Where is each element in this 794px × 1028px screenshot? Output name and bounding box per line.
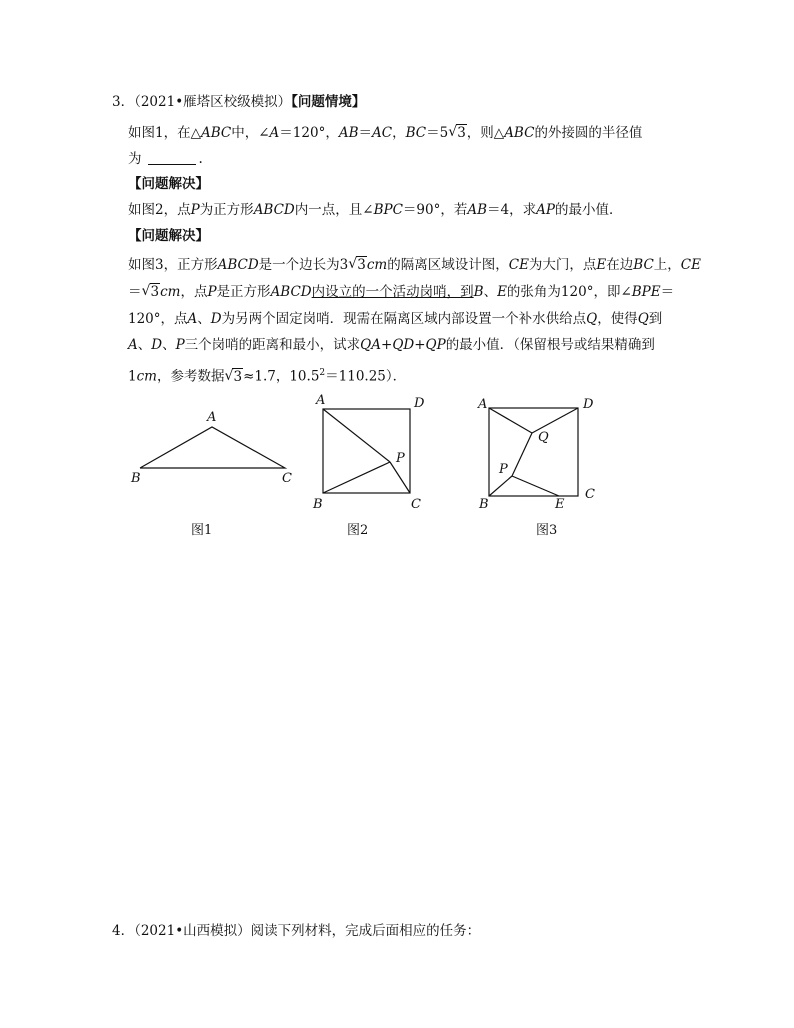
fig3-label-e: E xyxy=(555,497,565,512)
question-number: 3． xyxy=(112,94,135,110)
figure-3 xyxy=(489,408,578,496)
section-tag-2: 【问题解决】 xyxy=(128,176,209,192)
fig3-label-p: P xyxy=(499,462,508,477)
sqrt-symbol: √ 3 xyxy=(142,282,161,302)
fig2-label-c: C xyxy=(411,497,421,512)
segment-pc xyxy=(390,462,410,493)
fig3-label-q: Q xyxy=(538,430,549,445)
triangle-abc xyxy=(140,427,285,468)
paragraph-line-2: 为 . xyxy=(128,151,203,167)
segment-bp xyxy=(323,462,390,493)
fig2-caption: 图2 xyxy=(347,523,369,538)
fig3-caption: 图3 xyxy=(536,523,558,538)
fig3-label-c: C xyxy=(585,487,595,502)
paragraph-line-5: ＝√ 3cm，点P是正方形ABCD内设立的一个活动岗哨，到B、E的张角为120°，即∠BPE＝ xyxy=(128,282,674,302)
fig2-label-a: A xyxy=(316,393,326,408)
paragraph-line-4: 如图3，正方形ABCD是一个边长为3√ 3cm的隔离区域设计图，CE为大门，点E在边BC上，CE xyxy=(128,255,701,275)
segment-aq xyxy=(489,408,532,433)
fig2-label-b: B xyxy=(313,497,323,512)
sqrt-symbol: √ 3 xyxy=(348,255,367,275)
section-tag-3: 【问题解决】 xyxy=(128,228,209,244)
paragraph-line-3: 如图2，点P为正方形ABCD内一点，且∠BPC＝90°，若AB＝4，求AP的最小值． xyxy=(128,202,623,218)
question-4-header xyxy=(112,921,480,941)
paragraph-line-8: 1cm，参考数据√ 3≈1.7，$10.5^2=110.25$）． xyxy=(128,363,406,387)
question-text: 阅读下列材料，完成后面相应的任务： xyxy=(250,923,481,939)
fig1-caption: 图1 xyxy=(191,523,213,538)
paragraph-line-6: 120°，点A、D为另两个固定岗哨．现需在隔离区域内部设置一个补水供给点Q，使得Q到 xyxy=(128,311,663,327)
paragraph-line-7: A、D、P三个岗哨的距离和最小，试求QA+QD+QP的最小值．（保留根号或结果精确到 xyxy=(128,337,655,353)
sqrt-symbol: √ 3 xyxy=(448,123,467,143)
fig1-label-a: A xyxy=(207,410,217,425)
segment-ap xyxy=(323,409,390,462)
square-abcd-3 xyxy=(489,408,578,496)
question-number: 4． xyxy=(112,923,135,939)
segment-bp-3 xyxy=(489,476,512,496)
segment-pe xyxy=(512,476,559,496)
fig3-label-d: D xyxy=(583,397,594,412)
sqrt-symbol: √ 3 xyxy=(224,367,243,387)
paragraph-line-1: 如图1，在△ABC中，∠A＝120°，AB＝AC，BC＝5√ 3，则△ABC的外接圆的半径值 xyxy=(128,123,642,143)
section-tag: 【问题情境】 xyxy=(291,94,366,110)
figure-1 xyxy=(140,427,285,468)
fig3-label-a: A xyxy=(478,397,488,412)
question-source: （2021•山西模拟） xyxy=(134,923,251,939)
segment-qp xyxy=(512,433,532,476)
fig3-label-b: B xyxy=(479,497,489,512)
fig2-label-p: P xyxy=(396,451,405,466)
fig1-label-c: C xyxy=(282,471,292,486)
question-source: （2021•雁塔区校级模拟） xyxy=(134,94,292,110)
fig2-label-d: D xyxy=(414,396,425,411)
fig1-label-b: B xyxy=(131,471,141,486)
